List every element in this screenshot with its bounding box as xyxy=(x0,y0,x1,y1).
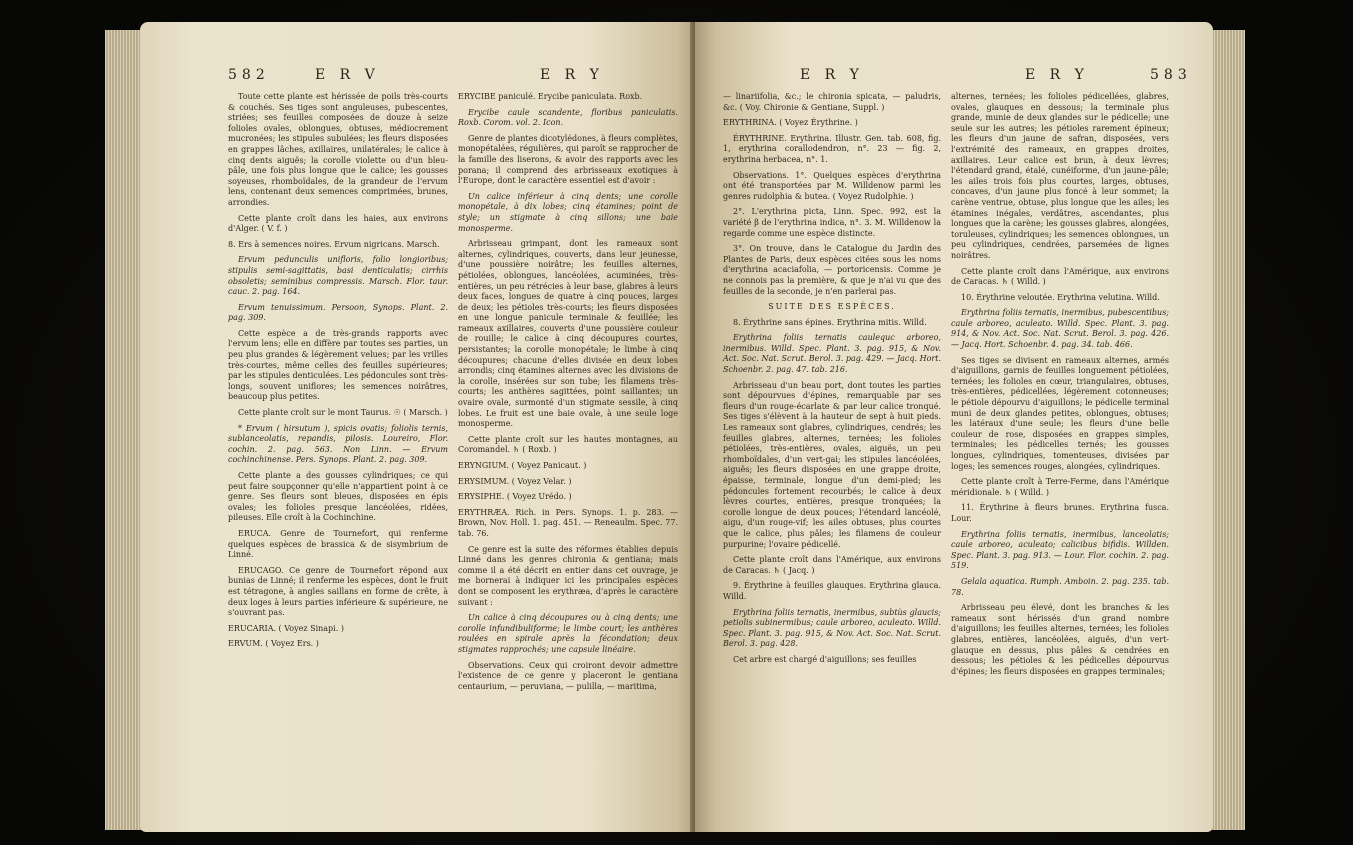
genus-character: Un calice à cinq découpures ou à cinq dents; une corolle infundibuliforme; le limbe court; les anthères roulées en spirale après la fécondation; deux stigmates rapprochés; une capsule linéaire. xyxy=(458,613,678,654)
left-page xyxy=(140,22,700,832)
paragraph: — linariifolia, &c.; le chironia spicata, — paludris, &c. ( Voy. Chironie & Gentiane, Suppl. ) xyxy=(723,92,941,112)
paragraph: Cet arbre est chargé d'aiguillons; ses feuilles xyxy=(733,654,917,664)
synonym: Ervum tenuissimum. Persoon, Synops. Plant. 2. pag. 309. xyxy=(228,302,448,323)
paragraph: 2°. L'erythrina picta, Linn. Spec. 992, est la variété β de l'erythrina indica, n°. 3. M. Willdenow la regarde comme une espèce distincte. xyxy=(723,207,941,238)
latin-diagnosis: * Ervum ( hirsutum ), spicis ovatis; foliolis ternis, sublanceolatis, repandis, pilosis. Loureiro, Flor. cochin. 2. pag. 563. Non Linn. — Ervum cochinchinense. Pers. Synops. Plant. 2. pag. 309. xyxy=(228,423,448,465)
entry-heading: ERUCAGO. Ce genre de Tournefort répond aux bunias de Linné; il renferme les espèces, dont le fruit est tétragone, à angles saillans en forme de crête, à deux loges à leurs parties inférieure & supérieure, ne s'ouvrant pas. xyxy=(228,565,448,618)
genus-character: Un calice inférieur à cinq dents; une corolle monopétale, à dix lobes; cinq étamines; point de style; un stigmate à cinq sillons; une baie monosperme. xyxy=(458,191,678,233)
paragraph: Cette plante croît dans l'Amérique, aux environs de Caracas. ♄ ( Willd. ) xyxy=(951,266,1169,287)
cross-reference: ERYTHRINA. ( Voyez Érythrine. ) xyxy=(723,118,858,128)
paragraph: Ses tiges se divisent en rameaux alternes, armés d'aiguillons, garnis de feuilles longuement pétiolées, ternées; les folioles en cœur, triangulaires, obtuses, très-entières, pédicellées, légèrement cotonneuses; le pétiole dépourvu d'aiguillons; le pédicelle terminal muni de deux glandes petites, oblongues, obtuses; les latéraux d'une seule; les fleurs d'une belle couleur de rose, disposées en grappes simples, terminales; les pédicelles ternés; les gousses longues, cylindriques, tomenteuses, divisées par loges; les semences rouges, alongées, cylindriques. xyxy=(951,355,1169,471)
paragraph: Observations. Ceux qui croiront devoir admettre l'existence de ce genre y placeront le gentiana centaurium, — peruviana, — pulilla, — maritima, xyxy=(458,660,678,691)
paragraph: Cette plante croît sur le mont Taurus. ☉ ( Marsch. ) xyxy=(238,408,448,418)
left-header-word-1: E R V xyxy=(315,67,380,83)
entry-heading: ERYTHRÆA. Rich. in Pers. Synops. 1. p. 283. — Brown, Nov. Holl. 1. pag. 451. — Reneaulm. Spec. 77. tab. 76. xyxy=(458,507,678,538)
cross-reference: ERYSIPHE. ( Voyez Urédo. ) xyxy=(458,492,572,502)
entry-heading: ERUCA. Genre de Tournefort, qui renferme quelques espèces de brassica & de sisymbrium de Linné. xyxy=(228,528,448,560)
right-column-2 xyxy=(951,92,1169,682)
paragraph: alternes, ternées; les folioles pédicellées, glabres, ovales, glauques en dessous; la terminale plus grande, munie de deux glandes sur le pédicelle; une seule sur les autres; les pétioles rarement épineux; les fleurs d'un jaune de safran, disposées, vers l'extrémité des rameaux, en grappes droites, axillaires. Leur calice est brun, à deux lèvres; l'étendard grand, étalé, cunéiforme, d'un jaune-pâle; les ailes trois fois plus courtes, larges, obtuses, concaves, d'un jaune plus foncé à leur sommet; la carène ventrue, obtuse, plus longue que les ailes; les étamines inégales, verdâtres, ascendantes, plus longues que la carène; les gousses glabres, alongées, toruleuses, cylindriques; les semences oblongues, un peu cylindriques, cendrées, parsemées de lignes noirâtres. xyxy=(951,92,1169,260)
paragraph: Arbrisseau peu élevé, dont les branches & les rameaux sont hérissés d'un grand nombre d'aiguillons; les feuilles alternes, ternées; les folioles glabres, entières, lancéolées, aiguës, d'un vert-glauque en dessus, plus pâles & cendrées en dessous; les pétioles & les pédicelles dépourvus d'épines; les fleurs disposées en grappes terminales; xyxy=(951,603,1169,676)
section-heading: SUITE DES ESPÈCES. xyxy=(768,302,896,312)
right-header-word-2: E R Y xyxy=(1025,67,1089,83)
entry-heading: ERYCIBE paniculé. Erycibe paniculata. Roxb. xyxy=(458,92,643,101)
cross-reference: ERVUM. ( Voyez Ers. ) xyxy=(228,639,319,649)
paragraph: Observations. 1°. Quelques espèces d'erythrina ont été transportées par M. Willdenow parmi les genres rudolphia & butea. ( Voyez Rudolphie. ) xyxy=(723,170,941,201)
latin-diagnosis: Erythrina foliis ternatis, inermibus, pubescentibus; caule arboreo, aculeato. Willd. Spec. Plant. 3. pag. 914, & Nov. Act. Soc. Nat. Scrut. Berol. 3. pag. 426. — Jacq. Hort. Schoenbr. 4. pag. 34. tab. 466. xyxy=(951,308,1169,350)
latin-diagnosis: Erycibe caule scandente, floribus paniculatis. Roxb. Corom. vol. 2. Icon. xyxy=(458,107,678,128)
left-page-number: 582 xyxy=(228,67,270,83)
paragraph: Cette plante croît sur les hautes montagnes, au Coromandel. ♄ ( Roxb. ) xyxy=(458,434,678,455)
left-page-stack xyxy=(105,30,145,830)
entry-heading: 8. Ers à semences noires. Ervum nigricans. Marsch. xyxy=(228,239,440,249)
cross-reference: ERUCARIA. ( Voyez Sinapi. ) xyxy=(228,623,344,633)
left-column-2 xyxy=(458,92,678,697)
right-page xyxy=(695,22,1213,832)
left-header-word-2: E R Y xyxy=(540,67,604,83)
entry-heading: 8. Érythrine sans épines. Erythrina mitis. Willd. xyxy=(733,317,927,327)
entry-heading: 11. Érythrine à fleurs brunes. Erythrina fusca. Lour. xyxy=(951,503,1169,523)
paragraph: 3°. On trouve, dans le Catalogue du Jardin des Plantes de Paris, deux espèces citées sous les noms d'erythrina acaciafolia, — portoricensis. Comme je ne connois pas la première, & que je n'ai vu que des feuilles de la seconde, je n'en parlerai pas. xyxy=(723,244,941,296)
paragraph: Arbrisseau grimpant, dont les rameaux sont alternes, cylindriques, couverts, dans leur jeunesse, d'une poussière noirâtre; les feuilles alternes, pétiolées, oblongues, lancéolées, acuminées, très-entières, un peu rétrécies à leur base, glabres à leurs deux faces, longues de quatre à cinq pouces, larges de deux; les pétioles très-courts; les fleurs disposées en une longue panicule terminale & feuillée; les rameaux axillaires, couverts d'une poussière couleur de rouille; le calice à cinq découpures courtes, persistantes; la corolle monopétale; le limbe à cinq découpures; chacune d'elles divisée en deux lobes arrondis; cinq étamines alternes avec les divisions de la corolle, insérées sur son tube; les filamens très-courts; les anthères sagittées, point saillantes; un ovaire ovale, surmonté d'un stigmate sessile, à cinq lobes. Le fruit est une baie ovale, à une seule loge monosperme. xyxy=(458,239,678,429)
synonym: Gelala aquatica. Rumph. Amboin. 2. pag. 235. tab. 78. xyxy=(951,576,1169,597)
entry-heading: ÉRYTHRINE. Erythrina. Illustr. Gen. tab. 608, fig. 1, erythrina corallodendron, n°. 23 — fig. 2, erythrina herbacea, n°. 1. xyxy=(723,133,941,164)
left-column-1 xyxy=(228,92,448,655)
cross-reference: ERYNGIUM. ( Voyez Panicaut. ) xyxy=(458,461,587,470)
paragraph: Ce genre est la suite des réformes établies depuis Linné dans les genres chironia & gentiana; mais comme il a été décrit en entier dans cet ouvrage, je me bornerai à indiquer ici les principales espèces dont se composent les erythræa, d'après le caractère suivant : xyxy=(458,544,678,607)
paragraph: Cette espèce a de très-grands rapports avec l'ervum lens; elle en diffère par toutes ses parties, un peu plus grandes & légèrement velues; par les vrilles très-courtes, même celles des feuilles supérieures; par les stipules denticulées. Les pédoncules sont très-longs, souvent uniflores; les semences noirâtres, beaucoup plus petites. xyxy=(228,328,448,402)
paragraph: Cette plante a des gousses cylindriques; ce qui peut faire soupçonner qu'elle n'appartient point à ce genre. Ses fleurs sont bleues, disposées en épis ovales; les folioles presque lancéolées, ridées, pileuses. Elle croît à la Cochinchine. xyxy=(228,471,448,523)
entry-heading: 9. Érythrine à feuilles glauques. Erythrina glauca. Willd. xyxy=(723,581,941,601)
paragraph: Cette plante croît dans les haies, aux environs d'Alger. ( V. f. ) xyxy=(228,213,448,234)
paragraph: Cette plante croît dans l'Amérique, aux environs de Caracas. ♄ ( Jacq. ) xyxy=(723,555,941,575)
latin-diagnosis: Ervum pedunculis unifloris, folio longioribus; stipulis semi-sagittatis, basi denticulatis; cirrhis obsoletis; seminibus compressis. Marsch. Flor. taur. cauc. 2. pag. 164. xyxy=(228,255,448,297)
right-header-word-1: E R Y xyxy=(800,67,864,83)
cross-reference: ERYSIMUM. ( Voyez Velar. ) xyxy=(458,476,572,486)
paragraph: Genre de plantes dicotylédones, à fleurs complètes, monopétalées, régulières, qui paroît se rapprocher de la famille des liserons, & avoir des rapports avec les porana; il comprend des arbrisseaux exotiques à l'Europe, dont le caractère essentiel est d'avoir : xyxy=(458,133,678,186)
latin-diagnosis: Erythrina foliis ternatis caulequc arboreo, inermibus. Willd. Spec. Plant. 3. pag. 915, & Nov. Act. Soc. Nat. Scrut. Berol. 3. pag. 429. — Jacq. Hort. Schoenbr. 2. pag. 47. tab. 216. xyxy=(723,333,941,375)
latin-diagnosis: Erythrina foliis ternatis, inermibus, lanceolatis; caule arboreo, aculeato; calicibus bifidis. Willden. Spec. Plant. 3. pag. 913. — Lour. Flor. cochin. 2. pag. 519. xyxy=(951,529,1169,571)
paragraph: Toute cette plante est hérissée de poils très-courts & couchés. Ses tiges sont anguleuses, pubescentes, striées; ses feuilles composées de douze à seize folioles ovales, oblongues, obtuses, médiocrement mucronées; les stipules subulées; les fleurs disposées en grappes lâches, axillaires, unilatérales; le calice à cinq dents aiguës; la corolle violette ou d'un bleu-pâle, une fois plus longue que le calice; les gousses soyeuses, rhomboïdales, de la grandeur de l'ervum lens, contenant deux semences comprimées, brunes, arrondies. xyxy=(228,92,448,207)
right-column-1 xyxy=(723,92,941,671)
paragraph: Cette plante croît à Terre-Ferme, dans l'Amérique méridionale. ♄ ( Willd. ) xyxy=(951,477,1169,497)
paragraph: Arbrisseau d'un beau port, dont toutes les parties sont dépourvues d'épines, remarquable par ses fleurs d'un rouge-écarlate & par leur calice tronqué. Ses tiges s'élèvent à la hauteur de sept à huit pieds. Les rameaux sont glabres, cylindriques, cendrés; les feuilles glabres, alternes, ternées; les folioles pétiolées, très-entières, ovales, aiguës, un peu rhomboïdales, d'un vert-gai; les stipules lancéolées, aiguës; les fleurs disposées en une grappe droite, épaisse, terminale, longue d'un demi-pied; les pédoncules fortement recourbés; le calice à deux lèvres courtes, entières, presque tronquées; la corolle longue de deux pouces; l'étendard lancéolé, aigu, d'un rouge-vif; les ailes obtuses, plus courtes que le calice, plus pâles; les filamens de couleur purpurine; l'ovaire pédicellé. xyxy=(723,380,941,549)
entry-heading: 10. Érythrine veloutée. Erythrina velutina. Willd. xyxy=(961,292,1160,302)
latin-diagnosis: Erythrina foliis ternatis, inermibus, subtùs glaucis; petiolis subinermibus; caule arboreo, aculeato. Willd. Spec. Plant. 3. pag. 915, & Nov. Act. Soc. Nat. Scrut. Berol. 3. pag. 428. xyxy=(723,607,941,649)
right-page-number: 583 xyxy=(1150,67,1192,83)
